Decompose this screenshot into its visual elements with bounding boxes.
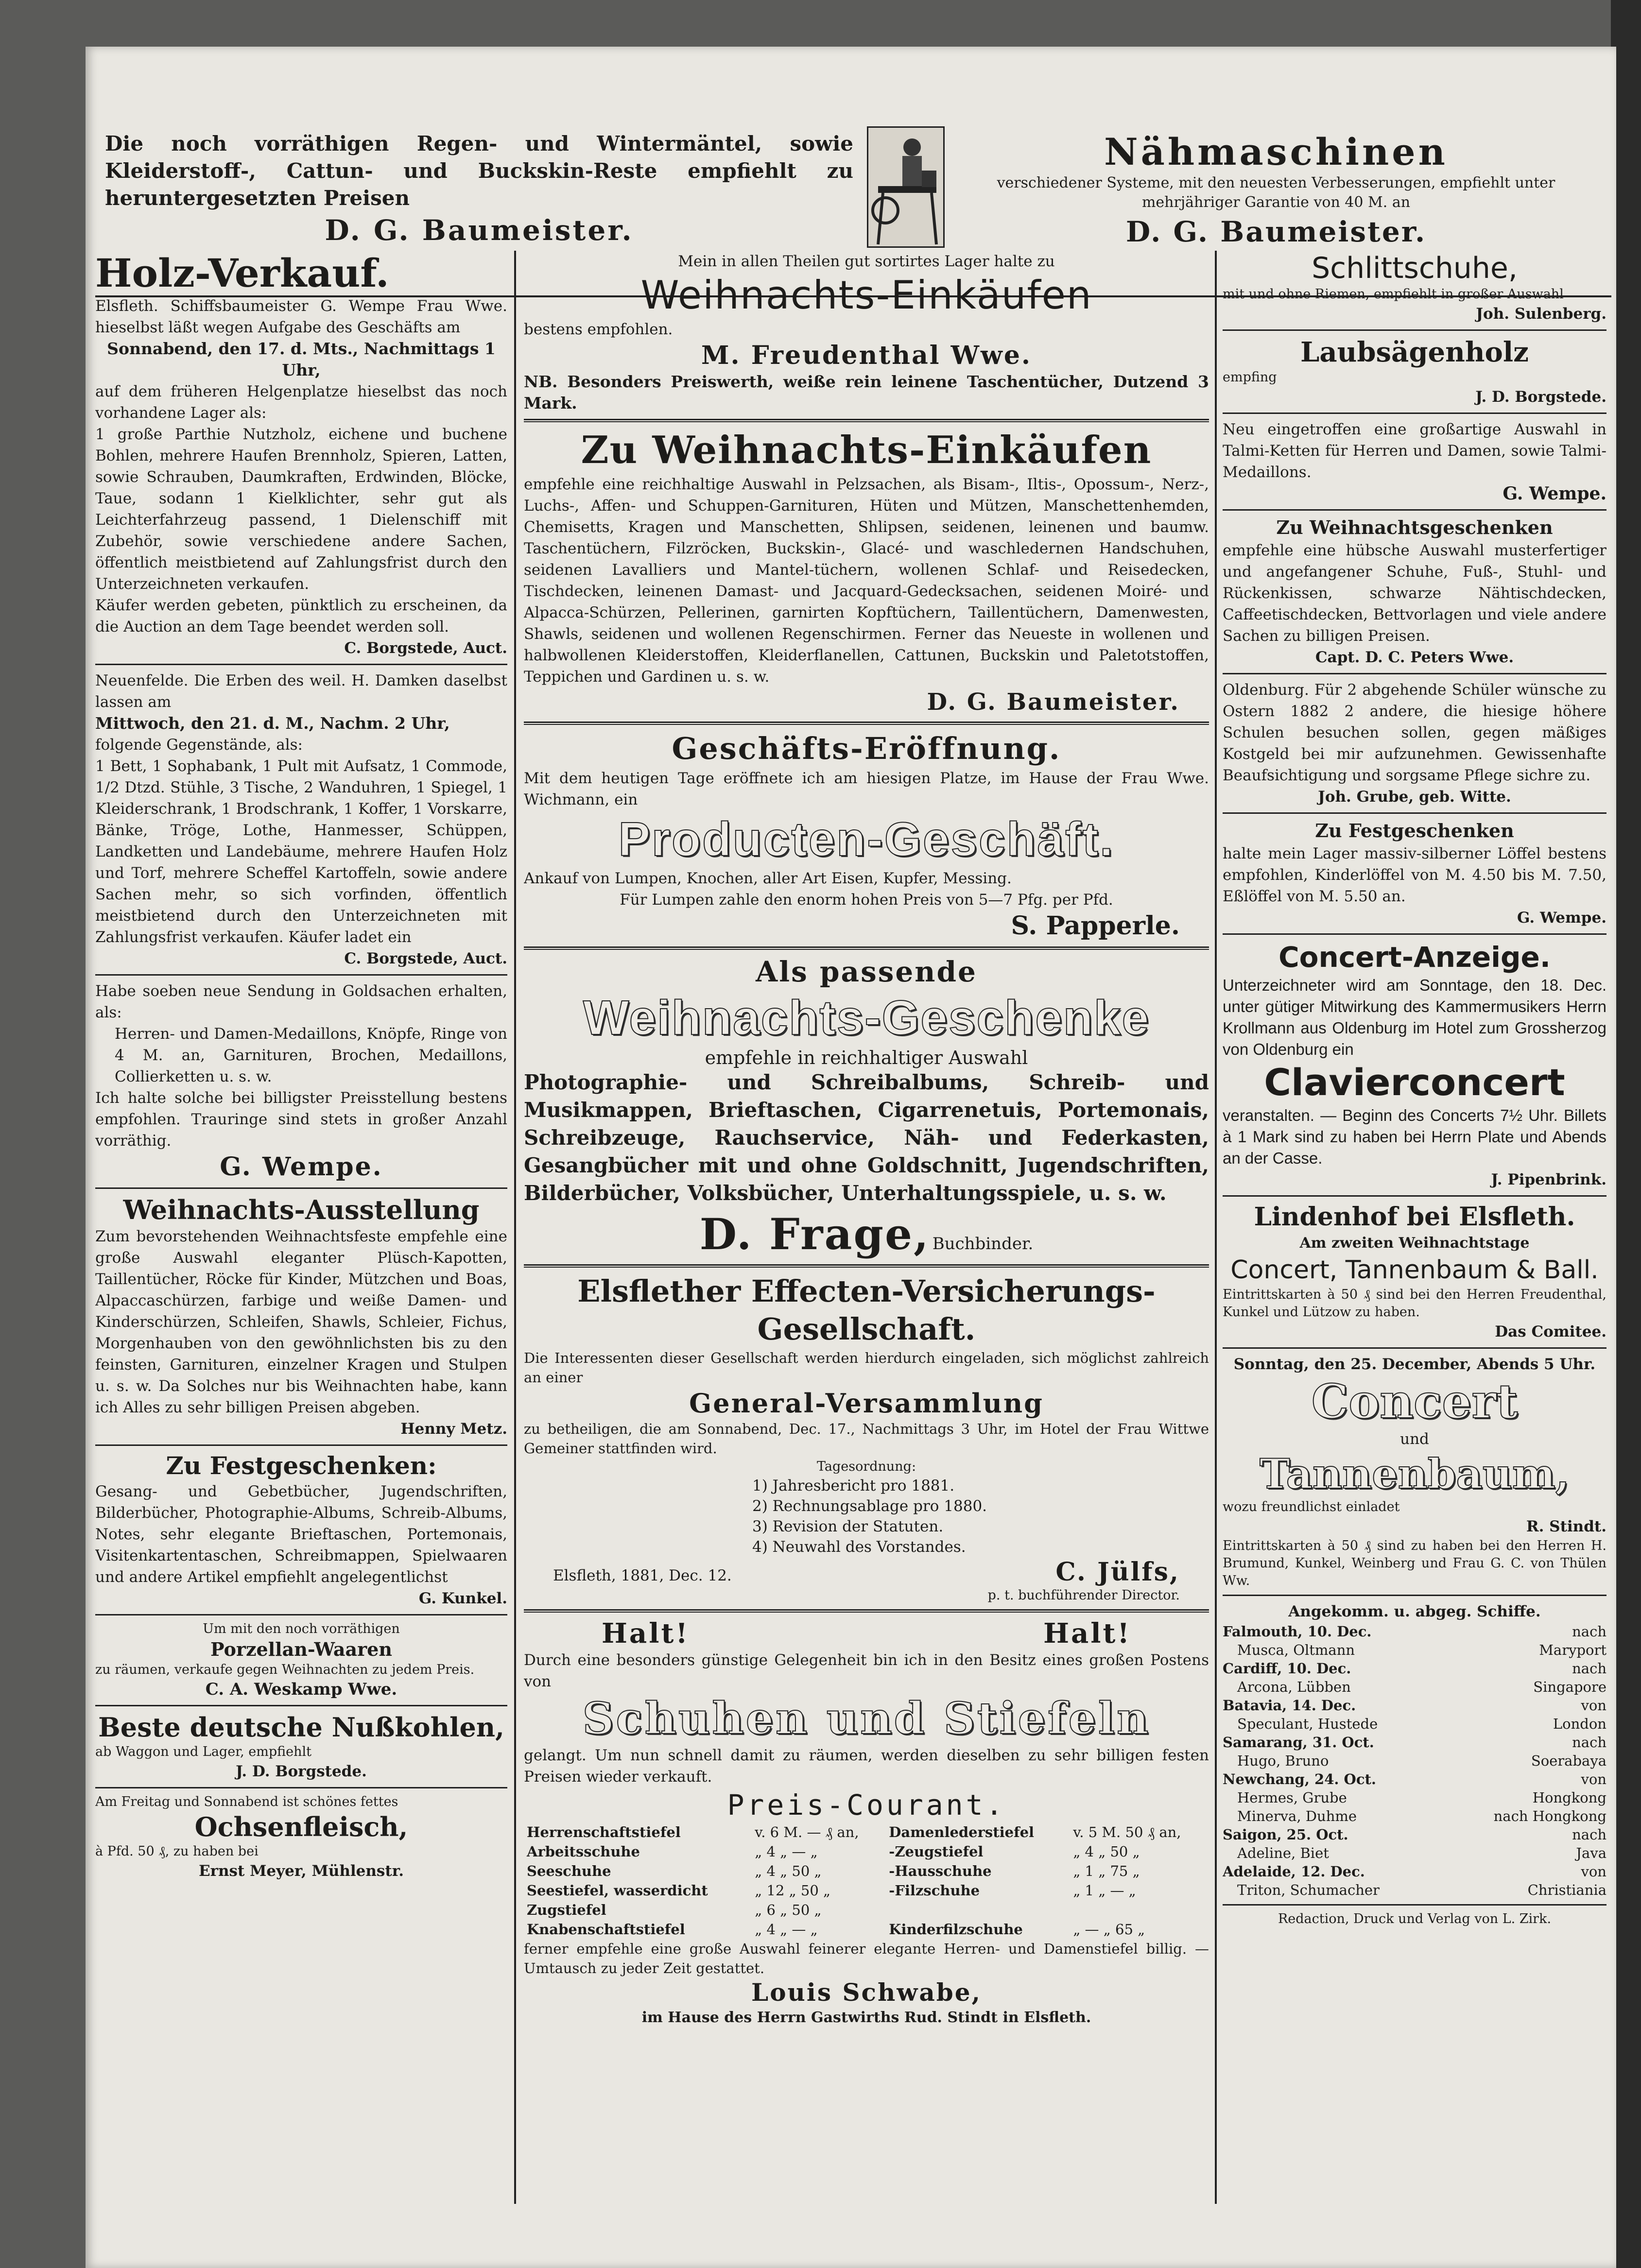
preis-text: ferner empfehle eine große Auswahl feinerer elegante Herren- und Damenstiefel billig. — Umtausch zu jeder Zeit gestattet.	[524, 1941, 1209, 1976]
divider	[524, 1609, 1209, 1613]
gold-text2: Herren- und Damen-Medaillons, Knöpfe, Ringe von 4 M. an, Garnituren, Brochen, Medaillons, Collierketten u. s. w.	[115, 1025, 507, 1085]
schuh-text: Durch eine besonders günstige Gelegenheit bin ich in den Besitz eines großen Postens von	[524, 1651, 1209, 1690]
geschenke-signature-row	[524, 1209, 1209, 1259]
geschenke-text2: Photographie- und Schreibalbums, Schreib- und Musikmappen, Brieftaschen, Cigarrenetuis, Portemonais, Schreibzeuge, Rauchservice, Näh- und Federkasten, Gesangbücher mit und ohne Goldschnitt, Jugendschriften, Bilderbücher, Volksbücher, Unterhaltungsspiele, u. s. w.	[524, 1070, 1209, 1205]
left-column	[95, 251, 507, 2223]
divider	[1223, 812, 1606, 814]
ship-entry: Minerva, Duhme	[1237, 1808, 1357, 1824]
porzellan-title: Porzellan-Waaren	[210, 1638, 392, 1660]
list-item	[1223, 1622, 1606, 1641]
gold-text: Habe soeben neue Sendung in Goldsachen erhalten, als:	[95, 982, 507, 1021]
cell: -Zeugstiefel	[889, 1843, 984, 1860]
sonntag-text2: wozu freundlichst einladet	[1223, 1499, 1400, 1514]
wein-title: Weihnachts-Einkäufen	[640, 273, 1092, 318]
list-item	[1223, 1770, 1606, 1788]
list-item	[1223, 1733, 1606, 1752]
neuenfelde-date: Mittwoch, den 21. d. M., Nachm. 2 Uhr,	[95, 714, 450, 733]
eroeffnung-text: Mit dem heutigen Tage eröffnete ich am hiesigen Platze, im Hause der Frau Wwe. Wichmann, ein	[524, 770, 1209, 808]
right-column	[1223, 251, 1606, 2223]
naehmaschinen-title: Nähmaschinen	[1104, 130, 1448, 173]
ship-entry: Java	[1576, 1845, 1606, 1861]
sonntag-und: und	[1400, 1430, 1429, 1448]
ship-entry: von	[1581, 1771, 1606, 1787]
versicherung-agenda-title: Tagesordnung:	[816, 1459, 916, 1474]
versicherung-signature: C. Jülfs,	[1055, 1557, 1180, 1587]
ship-entry: Arcona, Lübben	[1237, 1679, 1351, 1695]
cell: „ 6 „ 50 „	[755, 1902, 822, 1918]
concert-anzeige-signature: J. Pipenbrink.	[1491, 1171, 1606, 1188]
geschenke-text: empfehle in reichhaltiger Auswahl	[705, 1047, 1028, 1068]
halt-row	[524, 1617, 1209, 1649]
halt-right: Halt!	[1043, 1617, 1131, 1649]
sonntag-text: Sonntag, den 25. December, Abends 5 Uhr.	[1233, 1356, 1596, 1373]
lindenhof-sub: Am zweiten Weihnachtstage	[1299, 1235, 1530, 1252]
ships-title: Angekomm. u. abgeg. Schiffe.	[1288, 1603, 1541, 1620]
talmi-signature: G. Wempe.	[1503, 483, 1606, 504]
geschenke-title: Weihnachts-Geschenke	[583, 991, 1150, 1045]
divider	[1223, 509, 1606, 511]
ship-entry: Singapore	[1533, 1679, 1606, 1695]
table-row	[524, 1861, 1209, 1881]
cell: „ 4 „ 50 „	[755, 1863, 822, 1879]
pelz-text: empfehle eine reichhaltige Auswahl in Pelzsachen, als Bisam-, Iltis-, Opossum-, Nerz-, Luchs-, Affen- und Schuppen-Garnituren, Hüten und Mützen, Manschettenhemden, Chemisetts, Kragen und Manschetten, Shlipsen, seidenen, leinenen und baumw. Taschentüchern, Filzröcken, Buckskin-, Glacé- und waschledernen Handschuhen, seidenen Lavalliers und Mantel-tüchern, wollenen Schlaf- und Reisedecken, Tischdecken, leinenen Damast- und Jacquard-Gedecksachen, seidenen Moiré- und Alpacca-Schürzen, Pellerinen, garnirten Kopftüchern, Taillentüchern, Damenwesten, Shawls, seidenen und wollenen Regenschirmen. Ferner das Neueste in wollenen und halbwollenen Kleiderstoffen, Kleiderflanellen, Cattunen, Buckskin und Paletotstoffen, Teppichen und Gardinen u. s. w.	[524, 476, 1209, 686]
divider	[1223, 1904, 1606, 1906]
preis-signature: Louis Schwabe,	[751, 1978, 982, 2007]
list-item	[1223, 1844, 1606, 1862]
ship-entry: Samarang, 31. Oct.	[1223, 1734, 1374, 1751]
ship-entry: Falmouth, 10. Dec.	[1223, 1623, 1372, 1640]
concert-anzeige-text: Unterzeichneter wird am Sonntage, den 18. Dec. unter gütiger Mitwirkung des Kammermusikers Herrn Krollmann aus Oldenburg im Hotel zum Grossherzog von Oldenburg ein	[1223, 976, 1606, 1058]
holz-signature: C. Borgstede, Auct.	[344, 639, 507, 657]
gold-text3: Ich halte solche bei billigster Preisstellung bestens empfohlen. Trauringe sind stets in großer Anzahl vorräthig.	[95, 1089, 507, 1150]
porzellan-text2: zu räumen, verkaufe gegen Weihnachten zu jedem Preis.	[95, 1662, 475, 1677]
nusskohlen-signature: J. D. Borgstede.	[236, 1763, 367, 1780]
cell: Seestiefel, wasserdicht	[527, 1882, 708, 1899]
preis-title: Preis-Courant.	[727, 1788, 1006, 1821]
holz-text2: auf dem früheren Helgenplatze hieselbst das noch vorhandene Lager als:	[95, 383, 507, 422]
clavierconcert-title: Clavierconcert	[1264, 1061, 1565, 1104]
cell: Damenlederstiefel	[889, 1824, 1035, 1840]
ship-entry: Musca, Oltmann	[1237, 1642, 1355, 1658]
list-item	[1223, 1881, 1606, 1899]
cell	[886, 1900, 1070, 1920]
ship-entry: nach	[1572, 1734, 1606, 1751]
ship-entry: Christiania	[1527, 1882, 1606, 1898]
wg-text: empfehle eine hübsche Auswahl musterfertiger und angefangener Schuhe, Fuß-, Stuhl- und Rückenkissen, schwarze Nähtischdecken, Caffeetischdecken, Bettvorlagen und viele andere Sachen zu billigen Preisen.	[1223, 542, 1606, 645]
ship-entry: Batavia, 14. Dec.	[1223, 1697, 1356, 1714]
talmi-text: Neu eingetroffen eine großartige Auswahl in Talmi-Ketten für Herren und Damen, sowie Talmi-Medaillons.	[1223, 421, 1606, 481]
table-row	[524, 1920, 1209, 1939]
cell: „ 4 „ 50 „	[1073, 1843, 1140, 1860]
ship-entry: von	[1581, 1697, 1606, 1714]
divider	[524, 722, 1209, 725]
ship-entry: von	[1581, 1863, 1606, 1880]
schlittschuhe-text: mit und ohne Riemen, empfiehlt in großer Auswahl	[1223, 287, 1564, 302]
cell: „ 12 „ 50 „	[755, 1882, 831, 1899]
divider	[1223, 673, 1606, 674]
cell: „ 4 „ — „	[755, 1843, 818, 1860]
divider	[524, 419, 1209, 422]
festgeschenke-title: Zu Festgeschenken:	[166, 1451, 437, 1480]
naehmaschinen-signature: D. G. Baumeister.	[1125, 215, 1427, 248]
mantel-text: Die noch vorräthigen Regen- und Wintermäntel, sowie Kleiderstoff-, Cattun- und Buckskin-Reste empfiehlt zu heruntergesetzten Preisen	[105, 132, 853, 210]
versicherung-text: Die Interessenten dieser Gesellschaft werden hierdurch eingeladen, sich möglichst zahlreich an einer	[524, 1350, 1209, 1386]
ship-entry: Hongkong	[1532, 1789, 1606, 1806]
list-item	[1223, 1715, 1606, 1733]
neuenfelde-text2: folgende Gegenstände, als:	[95, 736, 303, 754]
festgeschenke-text: Gesang- und Gebetbücher, Jugendschriften, Bilderbücher, Photographie-Albums, Schreib-Albums, Notes, sehr elegante Brieftaschen, Portemonais, Visitenkartentaschen, Schreibmappen, Spielwaaren und andere Artikel empfiehlt angelegentlichst	[95, 1483, 507, 1586]
ship-entry: Adeline, Biet	[1237, 1845, 1329, 1861]
cell: Seeschuhe	[527, 1863, 611, 1879]
preis-signature2: im Hause des Herrn Gastwirths Rud. Stindt in Elsfleth.	[641, 2009, 1091, 2026]
divider	[1223, 1347, 1606, 1349]
cell: Arbeitsschuhe	[527, 1843, 640, 1860]
cell: v. 6 M. — ₰ an,	[755, 1824, 859, 1840]
versicherung-agenda	[524, 1476, 1209, 1557]
column-divider-2	[1215, 251, 1217, 2204]
holz-title: Holz-Verkauf.	[95, 251, 389, 296]
ochsen-signature: Ernst Meyer, Mühlenstr.	[199, 1862, 404, 1880]
naehmaschinen-text: verschiedener Systeme, mit den neuesten Verbesserungen, empfiehlt unter mehrjähriger Garantie von 40 M. an	[997, 174, 1555, 211]
divider	[1223, 412, 1606, 414]
cell: Knabenschaftstiefel	[527, 1921, 685, 1938]
ship-entry: Saigon, 25. Oct.	[1223, 1826, 1348, 1843]
list-item	[1223, 1641, 1606, 1659]
divider	[95, 1187, 507, 1189]
laubsaegenholz-title: Laubsägenholz	[1300, 336, 1529, 368]
list-item	[1223, 1659, 1606, 1678]
ship-entry: Newchang, 24. Oct.	[1223, 1771, 1376, 1787]
schuh-text2: gelangt. Um nun schnell damit zu räumen, werden dieselben zu sehr billigen festen Preisen wieder verkauft.	[524, 1747, 1209, 1786]
sewing-machine-icon	[868, 128, 943, 246]
porzellan-text: Um mit den noch vorräthigen	[203, 1621, 400, 1636]
wg-title: Zu Weihnachtsgeschenken	[1276, 516, 1553, 538]
table-row	[524, 1842, 1209, 1861]
divider	[524, 946, 1209, 950]
halt-left: Halt!	[602, 1617, 690, 1649]
divider	[1223, 1195, 1606, 1197]
wg-signature: Capt. D. C. Peters Wwe.	[1315, 649, 1514, 666]
list-item	[1223, 1696, 1606, 1715]
ship-entry: nach	[1572, 1623, 1606, 1640]
divider	[95, 664, 507, 665]
divider	[95, 1614, 507, 1615]
cell: „ — „ 65 „	[1073, 1921, 1145, 1938]
agenda-item: 2) Rechnungsablage pro 1880.	[752, 1497, 987, 1515]
list-item	[1223, 1807, 1606, 1825]
column-divider-1	[514, 251, 516, 2204]
concert-anzeige-text2: veranstalten. — Beginn des Concerts 7½ Uhr. Billets à 1 Mark sind zu haben bei Herrn Plate und Abends an der Casse.	[1223, 1106, 1606, 1167]
ship-entry: London	[1553, 1716, 1606, 1732]
divider	[95, 1444, 507, 1446]
divider	[95, 1787, 507, 1788]
festgeschenke-right-text: halte mein Lager massiv-silberner Löffel bestens empfohlen, Kinderlöffel von M. 4.50 bis M. 7.50, Eßlöffel von M. 5.50 an.	[1223, 845, 1606, 905]
eroeffnung-title: Geschäfts-Eröffnung.	[672, 731, 1061, 766]
sonntag-tannenbaum: Tannenbaum,	[1260, 1450, 1570, 1498]
lindenhof-title: Lindenhof bei Elsfleth.	[1254, 1202, 1575, 1232]
gold-signature: G. Wempe.	[220, 1152, 383, 1182]
ochsen-title: Ochsenfleisch,	[194, 1811, 408, 1842]
cell: -Hausschuhe	[889, 1863, 992, 1879]
sonntag-concert: Concert	[1311, 1374, 1518, 1429]
neuenfelde-text: Neuenfelde. Die Erben des weil. H. Damken daselbst lassen am	[95, 672, 507, 711]
cell: „ 1 „ 75 „	[1073, 1863, 1140, 1879]
ausstellung-title: Weihnachts-Ausstellung	[123, 1194, 480, 1225]
cell: „ 4 „ — „	[755, 1921, 818, 1938]
cell	[1070, 1900, 1209, 1920]
ship-entry: Adelaide, 12. Dec.	[1223, 1863, 1365, 1880]
ship-entry: nach Hongkong	[1493, 1808, 1606, 1824]
holz-text: Elsfleth. Schiffsbaumeister G. Wempe Frau Wwe. hieselbst läßt wegen Aufgabe des Geschäfts am	[95, 297, 507, 336]
divider	[95, 974, 507, 976]
holz-text4: Käufer werden gebeten, pünktlich zu erscheinen, da die Auction an dem Tage beendet werden soll.	[95, 597, 507, 636]
oldenburg-signature: Joh. Grube, geb. Witte.	[1318, 788, 1511, 806]
cell: v. 5 M. 50 ₰ an,	[1073, 1824, 1181, 1840]
divider	[95, 1705, 507, 1706]
wein-nb: NB. Besonders Preiswerth, weiße rein leinene Taschentücher, Dutzend 3 Mark.	[524, 372, 1209, 412]
divider	[1223, 329, 1606, 331]
ship-entry: Soerabaya	[1531, 1753, 1606, 1769]
nusskohlen-title: Beste deutsche Nußkohlen,	[98, 1712, 504, 1743]
sonntag-signature: R. Stindt.	[1526, 1518, 1606, 1535]
ochsen-text: Am Freitag und Sonnabend ist schönes fettes	[95, 1794, 398, 1809]
oldenburg-text: Oldenburg. Für 2 abgehende Schüler wünsche zu Ostern 1882 2 andere, die hiesige höhere Schulen besuchen sollen, gegen mäßiges Kostgeld bei mir aufzunehmen. Gewissenhafte Beaufsichtigung und sorgsame Pflege sichre zu.	[1223, 681, 1606, 784]
ship-entry: Hermes, Grube	[1237, 1789, 1347, 1806]
table-row	[524, 1881, 1209, 1900]
ship-entry: nach	[1572, 1660, 1606, 1677]
newspaper-page	[86, 47, 1616, 2268]
agenda-item: 1) Jahresbericht pro 1881.	[752, 1477, 955, 1495]
versicherung-date: Elsfleth, 1881, Dec. 12.	[553, 1567, 732, 1584]
pelz-title: Zu Weihnachts-Einkäufen	[581, 428, 1152, 472]
ship-entry: Maryport	[1539, 1642, 1606, 1658]
wein-text: bestens empfohlen.	[524, 321, 673, 338]
geschenke-pre: Als passende	[756, 955, 977, 988]
lindenhof-big: Concert, Tannenbaum & Ball.	[1230, 1255, 1599, 1285]
schlittschuhe-title: Schlittschuhe,	[1312, 251, 1518, 285]
schlittschuhe-signature: Joh. Sulenberg.	[1476, 305, 1606, 323]
festgeschenke-signature: G. Kunkel.	[418, 1590, 507, 1607]
agenda-item: 4) Neuwahl des Vorstandes.	[752, 1538, 966, 1556]
table-row	[524, 1900, 1209, 1920]
geschenke-signature2: Buchbinder.	[932, 1234, 1034, 1254]
neuenfelde-signature: C. Borgstede, Auct.	[344, 950, 507, 967]
versicherung-sub: General-Versammlung	[689, 1388, 1044, 1419]
cell: Zugstiefel	[527, 1902, 606, 1918]
eroeffnung-big: Producten-Geschäft.	[618, 812, 1115, 866]
cell: „ 1 „ — „	[1073, 1882, 1136, 1899]
geschenke-signature: D. Frage,	[699, 1209, 930, 1259]
middle-column	[524, 251, 1209, 2223]
ship-entry: nach	[1572, 1826, 1606, 1843]
list-item	[1223, 1752, 1606, 1770]
versicherung-footer	[524, 1557, 1209, 1587]
porzellan-signature: C. A. Weskamp Wwe.	[205, 1680, 397, 1699]
imprint: Redaction, Druck und Verlag von L. Zirk.	[1278, 1911, 1552, 1926]
list-item	[1223, 1862, 1606, 1881]
eroeffnung-text2: Ankauf von Lumpen, Knochen, aller Art Eisen, Kupfer, Messing.	[524, 870, 1012, 887]
neuenfelde-text3: 1 Bett, 1 Sophabank, 1 Pult mit Aufsatz, 1 Commode, 1/2 Dtzd. Stühle, 3 Tische, 2 Wanduhren, 1 Spiegel, 1 Kleiderschrank, 1 Brodschrank, 1 Koffer, 1 Vorskarre, Bänke, Tröge, Lothe, Hanmesser, Schüppen, Landketten und Landebäume, mehrere Haufen Holz und Torf, mehrere Scheffel Kartoffeln, sowie andere Sachen mehr, so sich vorfinden, öffentlich meistbietend durch den Unterzeichneten mit Zahlungsfrist verkaufen. Käufer ladet ein	[95, 757, 507, 946]
list-item	[1223, 1825, 1606, 1844]
laubsaegenholz-text: empfing	[1223, 370, 1277, 385]
list-item	[1223, 1788, 1606, 1807]
cell: -Filzschuhe	[889, 1882, 980, 1899]
laubsaegenholz-signature: J. D. Borgstede.	[1475, 388, 1606, 406]
holz-text3: 1 große Parthie Nutzholz, eichene und buchene Bohlen, mehrere Haufen Brennholz, Spieren, Latten, sowie Schrauben, Daumkraften, Erdwinden, Blöcke, Taue, sodann 1 Kielklichter, sehr gut als Leichterfahrzeug passend, 1 Dielenschiff mit Zubehör, sowie verschiedene andere Sachen, öffentlich meistbietend auf Zahlungsfrist durch den Unterzeichneten verkaufen.	[95, 426, 507, 593]
ships-list	[1223, 1622, 1606, 1899]
preis-table	[524, 1822, 1209, 1939]
sonntag-text3: Eintrittskarten à 50 ₰ sind zu haben bei den Herren H. Brumund, Kunkel, Weinberg und Frau G. C. von Thülen Ww.	[1223, 1538, 1606, 1588]
nusskohlen-text: ab Waggon und Lager, empfiehlt	[95, 1744, 312, 1759]
cell: Herrenschaftstiefel	[527, 1824, 681, 1840]
concert-anzeige-title: Concert-Anzeige.	[1278, 941, 1551, 974]
divider	[524, 1264, 1209, 1268]
ship-entry: Speculant, Hustede	[1237, 1716, 1378, 1732]
divider	[1223, 933, 1606, 935]
ship-entry: Triton, Schumacher	[1237, 1882, 1380, 1898]
ausstellung-text: Zum bevorstehenden Weihnachtsfeste empfehle eine große Auswahl eleganter Plüsch-Kapotten, Taillentücher, Röcke für Kinder, Mützchen und Boas, Alpaccaschürzen, farbige und weiße Damen- und Kinderschürzen, Schleifen, Shawls, Schleier, Fichus, Morgenhauben von den gewöhnlichsten bis zu den feinsten, Garnituren, einzelner Kragen und Stulpen u. s. w. Da Solches nur bis Weihnachten habe, kann ich Alles zu sehr billigen Preisen abgeben.	[95, 1228, 507, 1416]
versicherung-text2: zu betheiligen, die am Sonnabend, Dec. 17., Nachmittags 3 Uhr, im Hotel der Frau Wittwe Gemeiner stattfinden wird.	[524, 1421, 1209, 1457]
sewing-machine-illustration	[867, 126, 945, 248]
ausstellung-signature: Henny Metz.	[400, 1420, 507, 1438]
ship-entry: Hugo, Bruno	[1237, 1753, 1329, 1769]
wein-intro: Mein in allen Theilen gut sortirtes Lager halte zu	[678, 253, 1055, 270]
versicherung-signature2: p. t. buchführender Director.	[987, 1588, 1180, 1603]
festgeschenke-right-signature: G. Wempe.	[1517, 909, 1606, 927]
pelz-signature: D. G. Baumeister.	[927, 688, 1180, 716]
wein-signature: M. Freudenthal Wwe.	[701, 341, 1032, 370]
list-item	[1223, 1678, 1606, 1696]
ship-entry: Cardiff, 10. Dec.	[1223, 1660, 1351, 1677]
table-row	[524, 1822, 1209, 1842]
divider	[1223, 1595, 1606, 1596]
schuh-title: Schuhen und Stiefeln	[582, 1693, 1151, 1744]
ochsen-text2: à Pfd. 50 ₰, zu haben bei	[95, 1844, 259, 1859]
festgeschenke-right-title: Zu Festgeschenken	[1315, 820, 1514, 842]
eroeffnung-text3: Für Lumpen zahle den enorm hohen Preis von 5—7 Pfg. per Pfd.	[620, 891, 1113, 909]
eroeffnung-signature: S. Papperle.	[1011, 911, 1180, 941]
cell: Kinderfilzschuhe	[889, 1921, 1023, 1938]
mantel-signature: D. G. Baumeister.	[325, 214, 634, 247]
lindenhof-text: Eintrittskarten à 50 ₰ sind bei den Herren Freudenthal, Kunkel und Lützow zu haben.	[1223, 1287, 1606, 1320]
versicherung-title: Elsflether Effecten-Versicherungs-Gesellschaft.	[577, 1273, 1156, 1347]
holz-date: Sonnabend, den 17. d. Mts., Nachmittags 1 Uhr,	[107, 339, 496, 379]
lindenhof-signature: Das Comitee.	[1495, 1323, 1606, 1340]
agenda-item: 3) Revision der Statuten.	[752, 1518, 944, 1535]
